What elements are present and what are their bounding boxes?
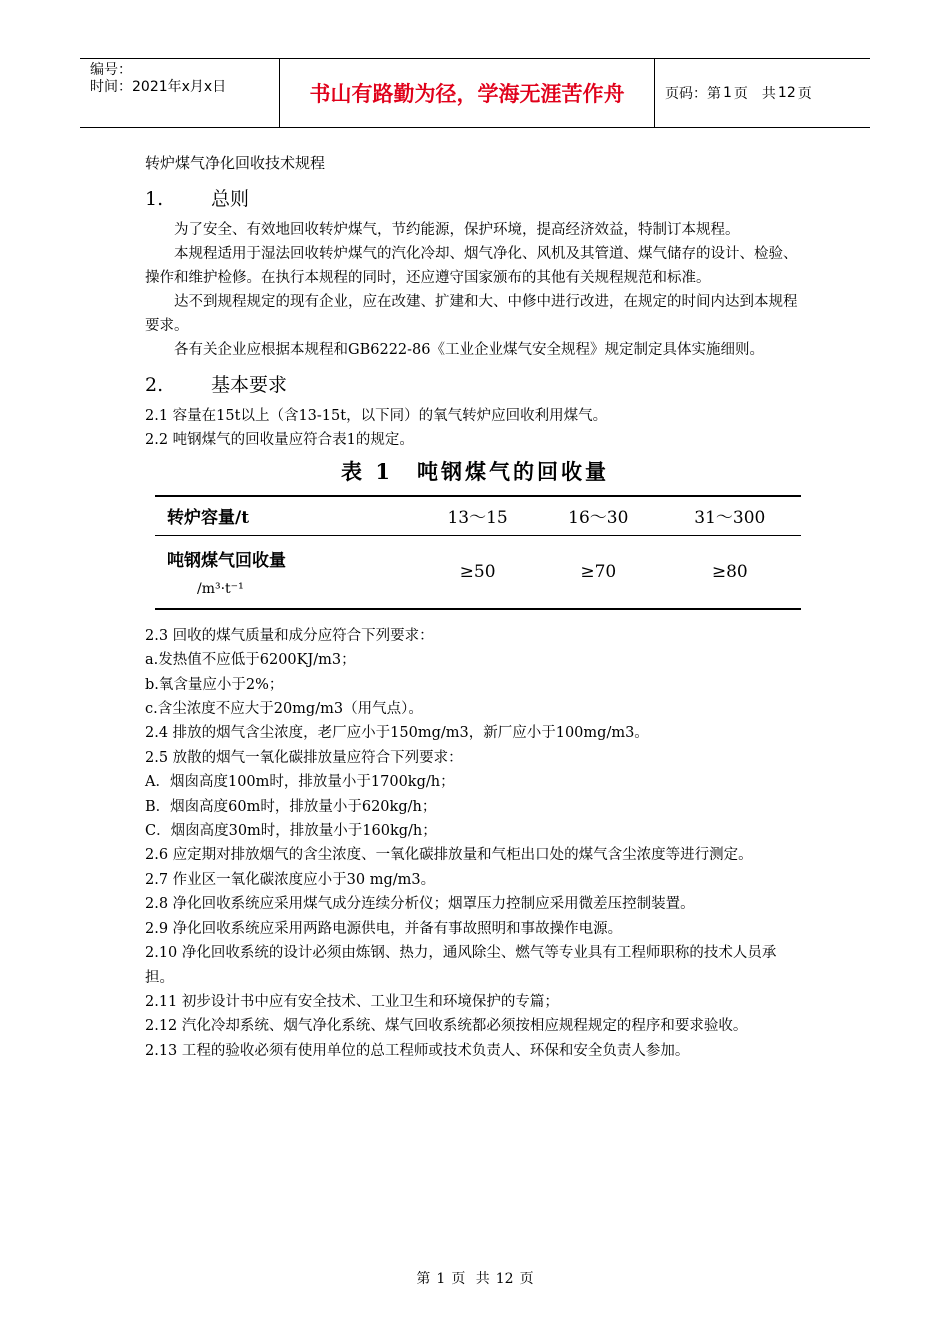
paragraph: 本规程适用于湿法回收转炉煤气的汽化冷却、烟气净化、风机及其管道、煤气储存的设计、检验、操作和维护检修。在执行本规程的同时，还应遵守国家颁布的其他有关规程规范和标准。 xyxy=(145,246,798,286)
table-1 xyxy=(145,459,805,610)
clause: 2.6 应定期对排放烟气的含尘浓度、一氧化碳排放量和气柜出口处的煤气含尘浓度等进行测定。 xyxy=(145,847,753,864)
table-row-label xyxy=(155,535,417,609)
clause: 2.12 汽化冷却系统、烟气净化系统、煤气回收系统都必须按相应规程规定的程序和要求验收。 xyxy=(145,1018,748,1035)
document-body xyxy=(145,152,805,1063)
clause: C．烟囱高度30m时，排放量小于160kg/h； xyxy=(145,823,437,840)
table-cell: ≥50 xyxy=(417,535,538,609)
clause: 2.8 净化回收系统应采用煤气成分连续分析仪；烟罩压力控制应采用微差压控制装置。 xyxy=(145,896,695,913)
clause: 2.1 容量在15t以上（含13-15t，以下同）的氧气转炉应回收利用煤气。 xyxy=(145,408,608,424)
section-title: 基本要求 xyxy=(211,374,288,396)
page-info xyxy=(655,59,870,127)
clause-list xyxy=(145,624,805,1063)
clause: 2.13 工程的验收必须有使用单位的总工程师或技术负责人、环保和安全负责人参加。 xyxy=(145,1042,690,1059)
footer-p1: 第 xyxy=(416,1271,431,1287)
time-label: 时间：2021年x月x日 xyxy=(90,79,227,95)
clause: 2.7 作业区一氧化碳浓度应小于30 mg/m3。 xyxy=(145,871,436,888)
footer-page: 1 xyxy=(436,1271,446,1287)
paragraph: 各有关企业应根据本规程和GB6222-86《工业企业煤气安全规程》规定制定具体实施细则。 xyxy=(174,342,764,358)
table-cell: 16～30 xyxy=(538,496,659,536)
table-title: 表 1 吨钢煤气的回收量 xyxy=(341,458,609,484)
table-cell: ≥80 xyxy=(659,535,801,609)
page-prefix: 页码：第 xyxy=(665,86,721,102)
table-row xyxy=(155,496,801,536)
clause: 2.9 净化回收系统应采用两路电源供电，并备有事故照明和事故操作电源。 xyxy=(145,920,623,937)
motto: 书山有路勤为径，学海无涯苦作舟 xyxy=(280,59,655,127)
section-number: 2. xyxy=(145,374,164,396)
total-suffix: 页 xyxy=(797,86,812,102)
table-row xyxy=(155,535,801,609)
footer-p2: 页 xyxy=(451,1271,466,1287)
section-2-heading xyxy=(145,370,805,400)
clause: 2.3 回收的煤气质量和成分应符合下列要求： xyxy=(145,627,434,644)
row-unit: /m³·t⁻¹ xyxy=(197,581,244,598)
clause: b.氧含量应小于2%； xyxy=(145,676,284,693)
section-number: 1. xyxy=(145,188,164,210)
clause: 2.10 净化回收系统的设计必须由炼钢、热力，通风除尘、燃气等专业具有工程师职称的技术人员承担。 xyxy=(145,945,777,986)
clause: 2.5 放散的烟气一氧化碳排放量应符合下列要求： xyxy=(145,749,463,766)
total-prefix: 共 xyxy=(761,86,776,102)
table-row-label: 转炉容量/t xyxy=(155,496,417,536)
document-title: 转炉煤气净化回收技术规程 xyxy=(145,154,326,172)
page-number: 1 xyxy=(723,85,732,101)
number-label: 编号： xyxy=(90,62,132,78)
clause: c.含尘浓度不应大于20mg/m3（用气点）。 xyxy=(145,701,423,718)
page-footer xyxy=(0,1268,950,1288)
table-cell: 31～300 xyxy=(659,496,801,536)
paragraph: 达不到规程规定的现有企业，应在改建、扩建和大、中修中进行改进，在规定的时间内达到本规程要求。 xyxy=(145,294,798,334)
paragraph: 为了安全、有效地回收转炉煤气，节约能源，保护环境，提高经济效益，特制订本规程。 xyxy=(174,222,740,238)
clause: a.发热值不应低于6200KJ/m3； xyxy=(145,652,356,669)
footer-p4: 页 xyxy=(519,1271,534,1287)
clause: 2.2 吨钢煤气的回收量应符合表1的规定。 xyxy=(145,432,414,449)
footer-total: 12 xyxy=(495,1271,514,1287)
total-pages: 12 xyxy=(777,85,796,101)
section-title: 总则 xyxy=(211,188,250,210)
clause: 2.11 初步设计书中应有安全技术、工业卫生和环境保护的专篇； xyxy=(145,993,559,1010)
header-table xyxy=(80,58,870,128)
page-mid: 页 xyxy=(733,86,748,102)
recovery-table xyxy=(155,495,801,610)
footer-p3: 共 xyxy=(475,1271,490,1287)
table-cell: 13～15 xyxy=(417,496,538,536)
clause: 2.4 排放的烟气含尘浓度，老厂应小于150mg/m3，新厂应小于100mg/m3。 xyxy=(145,725,649,742)
table-cell: ≥70 xyxy=(538,535,659,609)
section-1-heading xyxy=(145,184,805,214)
header-meta-cell xyxy=(80,59,280,127)
clause: B．烟囱高度60m时，排放量小于620kg/h； xyxy=(145,798,437,815)
row-label-text: 吨钢煤气回收量 xyxy=(167,551,286,572)
clause: A．烟囱高度100m时，排放量小于1700kg/h； xyxy=(145,774,455,791)
